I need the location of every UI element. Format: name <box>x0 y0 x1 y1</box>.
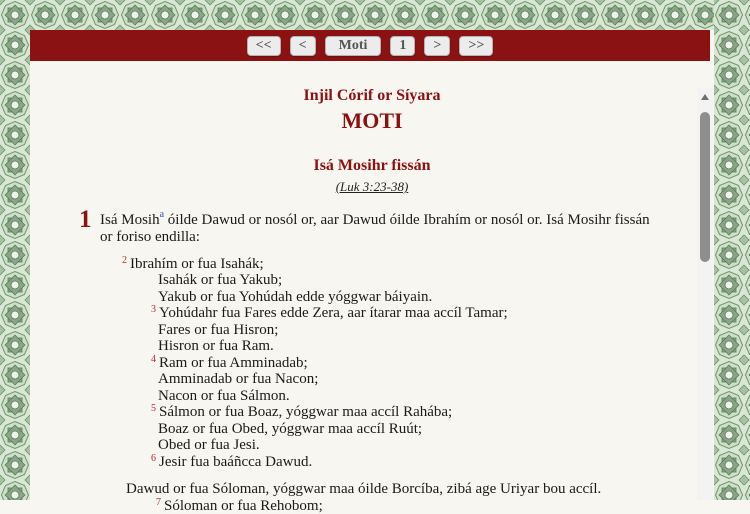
verse-1-text-continued: óilde Dawud or nosól or, aar Dawud óilde Ibrahím or nosól or. Isá Mosihr fissán or foriso endilla: <box>100 212 650 245</box>
genealogy-line <box>158 338 714 355</box>
verse-line-text: Obed or fua Jesi. <box>158 437 260 454</box>
chapter-number: 1 <box>79 206 92 233</box>
verse-line-text: Hisron or fua Ram. <box>158 338 274 355</box>
verse-number: 7 <box>156 496 161 508</box>
verse-line-text: Isahák or fua Yakub; <box>158 272 283 289</box>
nav-next-button[interactable]: > <box>424 36 450 56</box>
cross-reference-link[interactable]: (Luk 3:23-38) <box>335 179 409 194</box>
vertical-scrollbar[interactable] <box>697 88 713 500</box>
verse-number: 6 <box>151 452 156 464</box>
genealogy-line <box>158 421 714 438</box>
section-heading: Isá Mosihr fissán <box>313 157 431 174</box>
verse-line-text: Ibrahím or fua Isahák; <box>130 255 264 272</box>
decorative-border-top <box>0 0 750 30</box>
verse-line-text: Sálmon or fua Boaz, yóggwar maa accíl Rahába; <box>159 404 453 421</box>
genealogy-line <box>151 355 714 372</box>
nav-previous-button[interactable]: < <box>290 36 316 56</box>
bible-edition-title: Injil Córif or Síyara <box>303 87 441 104</box>
genealogy-line <box>158 437 714 454</box>
verse-line-text: Nacon or fua Sálmon. <box>158 387 290 404</box>
verse-1-text: Isá Mosih <box>100 212 160 228</box>
content-area <box>30 30 714 514</box>
verse-line-text: Sóloman or fua Rehobom; <box>164 497 323 514</box>
verse-line-text: Jesir fua baáñcca Dawud. <box>159 453 313 470</box>
verse-line-text: Amminadab or fua Nacon; <box>158 371 319 388</box>
scripture-main <box>30 61 714 514</box>
genealogy-list <box>30 256 714 514</box>
verse-line-text: Dawud or fua Sóloman, yóggwar maa óilde Borcíba, zibá age Uriyar bou accíl. <box>126 481 602 498</box>
genealogy-line <box>122 256 714 273</box>
nav-last-button[interactable]: >> <box>459 36 493 56</box>
genealogy-line <box>151 305 714 322</box>
chapter-navigation-bar <box>30 30 710 61</box>
nav-first-button[interactable]: << <box>247 36 281 56</box>
verse-line-text: Fares or fua Hisron; <box>158 321 279 338</box>
book-title: MOTI <box>341 108 403 133</box>
cross-reference-wrap <box>30 178 714 196</box>
verse-line-text: Yakub or fua Yohúdah edde yóggwar báiyain. <box>158 288 433 305</box>
genealogy-line <box>158 289 714 306</box>
footnote-a-link[interactable]: a <box>159 209 165 220</box>
verse-number: 2 <box>122 254 127 266</box>
scroll-up-arrow-icon <box>701 94 709 100</box>
genealogy-line <box>158 388 714 405</box>
verse-line-text: Ram or fua Amminadab; <box>159 354 308 371</box>
scrollbar-up-button[interactable] <box>697 88 713 105</box>
nav-book-button[interactable]: Moti <box>325 36 382 56</box>
scrollbar-thumb[interactable] <box>700 112 710 262</box>
decorative-border-right <box>714 0 750 500</box>
verse-number: 4 <box>151 353 156 365</box>
genealogy-line <box>151 404 714 421</box>
genealogy-line <box>156 498 714 514</box>
verse-number: 3 <box>151 304 156 316</box>
genealogy-line <box>158 322 714 339</box>
verse-1-paragraph <box>79 206 658 246</box>
verse-line-text: Yohúdahr fua Fares edde Zera, aar ítarar maa accíl Tamar; <box>159 305 508 322</box>
genealogy-line <box>151 454 714 471</box>
decorative-border-left <box>0 0 30 500</box>
nav-chapter-button[interactable]: 1 <box>390 36 415 56</box>
genealogy-line <box>158 272 714 289</box>
genealogy-line <box>158 371 714 388</box>
verse-number: 5 <box>151 403 156 415</box>
verse-line-text: Boaz or fua Obed, yóggwar maa accíl Ruút; <box>158 420 423 437</box>
genealogy-line <box>126 481 714 498</box>
